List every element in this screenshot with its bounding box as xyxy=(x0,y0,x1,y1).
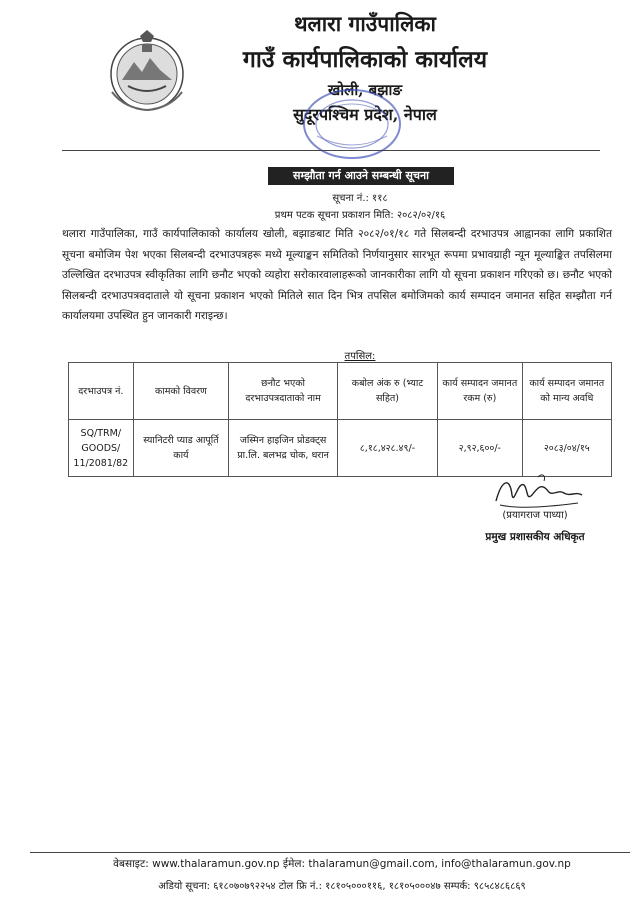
org-name-line1: थलारा गाउँपालिका xyxy=(294,11,436,36)
cell-guarantee-validity: २०८३/०४/१५ xyxy=(522,420,611,477)
details-table xyxy=(68,362,612,477)
nepal-emblem-icon xyxy=(104,28,190,114)
notice-number: सूचना नं.: ११८ xyxy=(332,193,388,204)
header-divider xyxy=(62,150,600,151)
signatory-name: (प्रयागराज पाध्या) xyxy=(502,510,568,521)
cell-guarantee-amount: २,९२,६००/- xyxy=(438,420,523,477)
col-header-guarantee-amount: कार्य सम्पादन जमानत रकम (रु) xyxy=(438,363,523,420)
cell-selected-bidder: जस्मिन हाइजिन प्रोडक्ट्स प्रा.लि. बलभद्र चोक, धरान xyxy=(229,420,338,477)
table-row xyxy=(69,420,612,477)
cell-bid-amount: ८,१८,४२८.४९/- xyxy=(337,420,437,477)
col-header-guarantee-validity: कार्य सम्पादन जमानत को मान्य अवधि xyxy=(522,363,611,420)
col-header-selected-bidder: छनौट भएको दरभाउपत्रदाताको नाम xyxy=(229,363,338,420)
cell-bid-no: SQ/TRM/ GOODS/ 11/2081/82 xyxy=(69,420,134,477)
col-header-bid-no: दरभाउपत्र नं. xyxy=(69,363,134,420)
first-publication-date: प्रथम पटक सूचना प्रकाशन मिति: २०८२/०२/१६ xyxy=(274,210,446,221)
footer-contact-web-email: वेबसाइट: www.thalaramun.gov.np ईमेल: thalaramun@gmail.com, info@thalaramun.gov.np xyxy=(113,858,571,870)
col-header-bid-amount: कबोल अंक रु (भ्याट सहित) xyxy=(337,363,437,420)
notice-body: थलारा गाउँपालिका, गाउँ कार्यपालिकाको कार्यालय खोली, बझाङबाट मिति २०८२/०१/१८ गते सिलबन्दी दरभाउपत्र आह्वानका लागि प्रकाशित सूचना बमोजिम पेश भएका सिलबन्दी दरभाउपत्रहरू मध्ये मूल्याङ्कन समितिको निर्णयानुसार सारभूत रूपमा प्रभावग्राही न्यून मूल्याङ्कित तपसिलमा उल्लिखित दरभाउपत्र स्वीकृतिका लागि छनौट भएको व्यहोरा सरोकारवालाहरूको जानकारीका लागि यो सूचना प्रकाशन गरिएको छ। छनौट भएको सिलबन्दी दरभाउपत्रवदाताले यो सूचना प्रकाशन भएको मितिले सात दिन भित्र तपसिल बमोजिमको कार्य सम्पादन जमानत सहित सम्झौता गर्न कार्यालयमा उपस्थित हुन जानकारी गराइन्छ। xyxy=(62,228,612,322)
footer-contact-phone: अडियो सूचना: ६१८०७०७९२२५४ टोल फ्रि नं.: १८१०५०००११६, १८१०५०००४७ सम्पर्क: ९८५८४८६८६९ xyxy=(158,881,526,892)
notice-title: सम्झौता गर्न आउने सम्बन्धी सूचना xyxy=(268,167,454,185)
org-province-line: सुदूरपश्चिम प्रदेश, नेपाल xyxy=(293,105,437,124)
signatory-title: प्रमुख प्रशासकीय अधिकृत xyxy=(485,531,585,543)
org-address-line: खोली, बझाङ xyxy=(328,81,402,99)
table-header-row xyxy=(69,363,612,420)
footer-divider xyxy=(30,852,630,853)
col-header-work-description: कामको विवरण xyxy=(133,363,229,420)
table-caption: तपसिल: xyxy=(344,351,376,362)
org-name-line2: गाउँ कार्यपालिकाको कार्यालय xyxy=(242,46,488,73)
cell-work-description: स्यानिटरी प्याड आपूर्ति कार्य xyxy=(133,420,229,477)
